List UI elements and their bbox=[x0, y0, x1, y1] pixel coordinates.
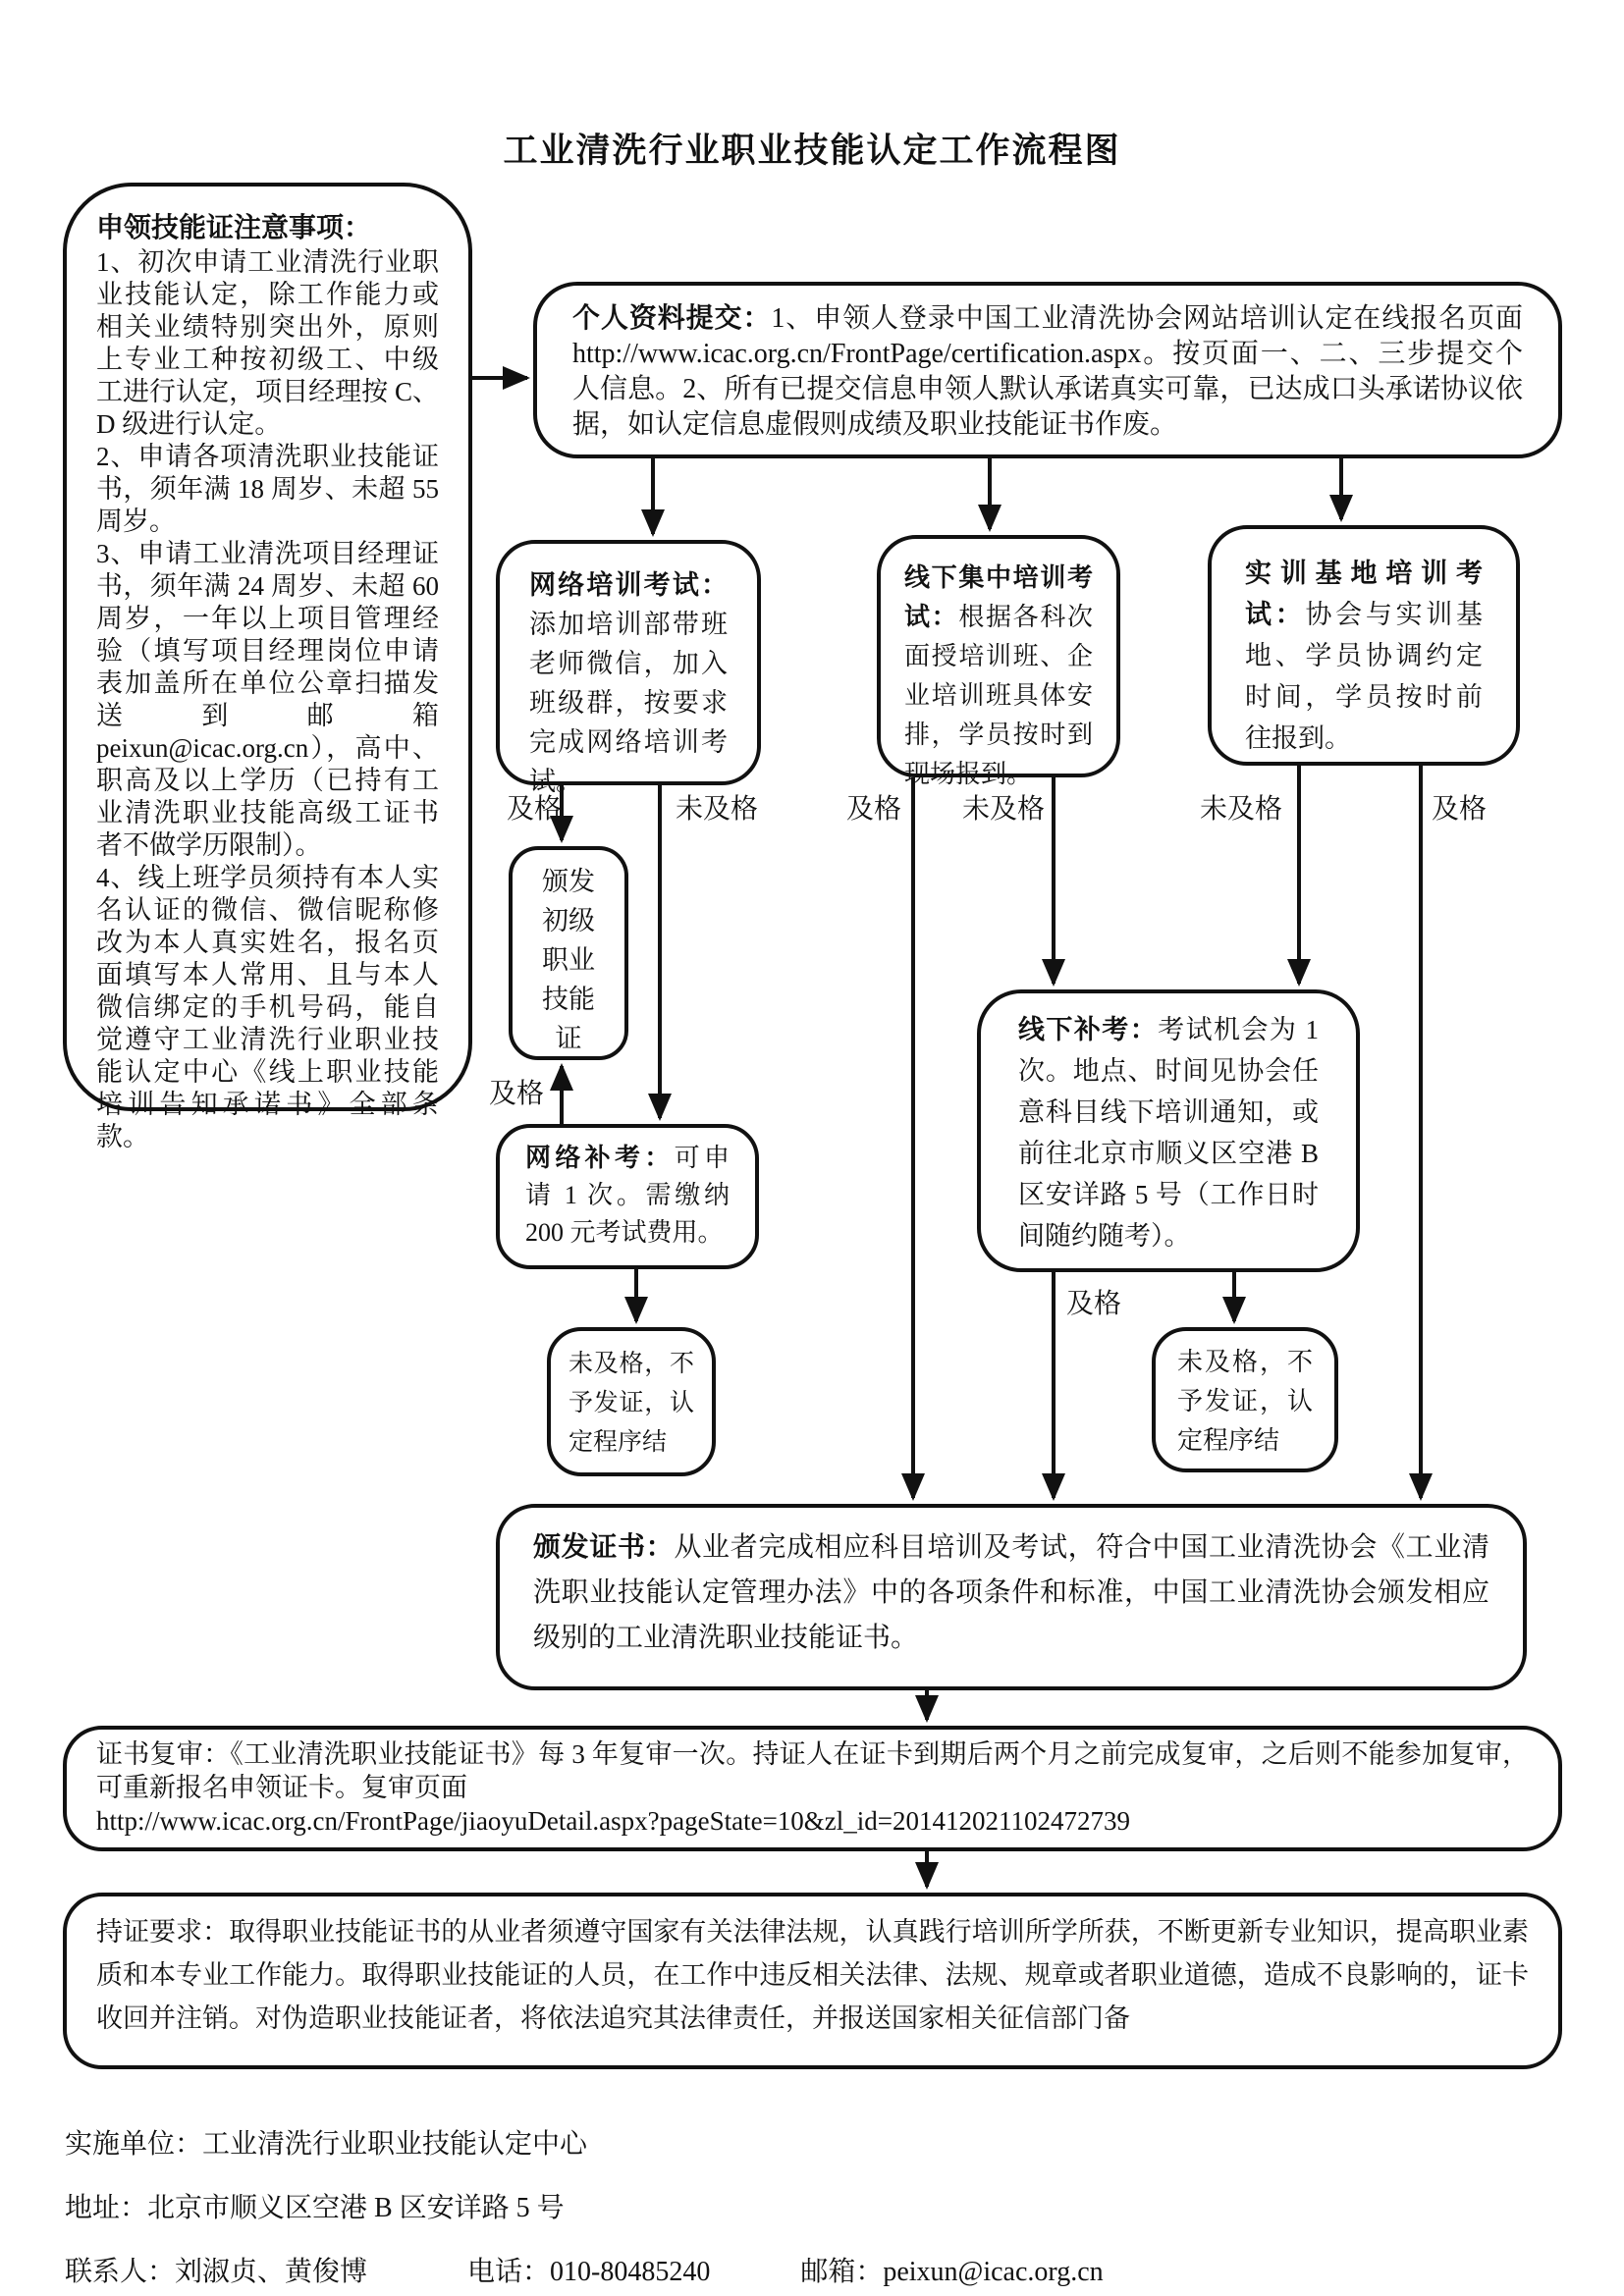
footer bbox=[65, 2112, 1104, 2296]
footer-address: 地址：北京市顺义区空港 B 区安详路 5 号 bbox=[65, 2193, 565, 2223]
review-body: 《工业清洗职业技能证书》每 3 年复审一次。持证人在证卡到期后两个月之前完成复审，之后则不能参加复审，可重新报名申领证卡。复审页面 bbox=[96, 1739, 1529, 1802]
node-fail-no-cert-2 bbox=[1152, 1327, 1338, 1472]
review-url: http://www.icac.org.cn/FrontPage/jiaoyuDetail.aspx?pageState=10&zl_id=201412021102472739 bbox=[96, 1806, 1131, 1836]
node-holder-requirements bbox=[63, 1893, 1562, 2069]
node-offline-makeup-exam bbox=[977, 989, 1360, 1272]
base-exam-body: 协会与实训基地、学员协调约定时间，学员按时前往报到。 bbox=[1245, 600, 1484, 753]
node-training-base-exam bbox=[1208, 525, 1520, 766]
edge-label-fail-base: 未及格 bbox=[1200, 794, 1283, 825]
offline-exam-title: 线下集中培训考试： bbox=[904, 563, 1093, 631]
issue-cert-title: 颁发证书： bbox=[533, 1532, 675, 1563]
junior-cert-line: 证 bbox=[555, 1024, 582, 1053]
junior-cert-line: 职业 bbox=[542, 945, 595, 975]
node-online-training-exam bbox=[496, 540, 761, 796]
page-title: 工业清洗行业职业技能认定工作流程图 bbox=[503, 132, 1121, 170]
node-application-notes bbox=[63, 183, 472, 1151]
junior-cert-line: 技能 bbox=[542, 985, 595, 1014]
footer-contact: 联系人：刘淑贞、黄俊博 bbox=[65, 2257, 368, 2287]
notes-item-4: 4、线上班学员须持有本人实名认证的微信、微信昵称修改为本人真实姓名，报名页面填写本人常用、且与本人微信绑定的手机号码，能自觉遵守工业清洗行业职业技能认定中心《线上职业技能培训告知承诺书》全部条款。 bbox=[96, 863, 439, 1151]
node-certificate-review bbox=[63, 1726, 1562, 1851]
notes-title: 申领技能证注意事项： bbox=[96, 213, 372, 243]
edge-label-pass-online-makeup: 及格 bbox=[489, 1079, 545, 1109]
online-makeup-body: 可申请 1 次。需缴纳 200 元考试费用。 bbox=[525, 1144, 730, 1247]
fail-end-1-body: 未及格，不予发证，认定程序结 bbox=[568, 1351, 694, 1456]
node-personal-info-submit bbox=[533, 282, 1562, 458]
node-online-makeup-exam bbox=[496, 1124, 759, 1269]
online-makeup-title: 网络补考： bbox=[525, 1144, 675, 1172]
node-issue-certificate bbox=[496, 1504, 1527, 1690]
base-exam-title: 实训基地培训考试： bbox=[1245, 559, 1483, 629]
junior-cert-line: 初级 bbox=[542, 906, 595, 935]
issue-cert-body: 从业者完成相应科目培训及考试，符合中国工业清洗协会《工业清洗职业技能认定管理办法》中的各项条件和标准，中国工业清洗协会颁发相应级别的工业清洗职业技能证书。 bbox=[533, 1532, 1489, 1653]
edge-label-pass-offline: 及格 bbox=[846, 794, 902, 825]
online-exam-body: 添加培训部带班老师微信，加入班级群，按要求完成网络培训考试。 bbox=[529, 610, 728, 796]
offline-makeup-title: 线下补考： bbox=[1018, 1015, 1159, 1044]
footer-phone: 电话：010-80485240 bbox=[467, 2257, 711, 2287]
submit-title: 个人资料提交： bbox=[572, 303, 772, 334]
edge-label-fail-online: 未及格 bbox=[676, 794, 759, 825]
footer-implementing-unit: 实施单位：工业清洗行业职业技能认定中心 bbox=[65, 2129, 588, 2160]
submit-body: 1、申领人登录中国工业清洗协会网站培训认定在线报名页面 http://www.icac.org.cn/FrontPage/certification.aspx。按页面一、二、三步提交个人信息。2、所有已提交信息申领人默认承诺真实可靠，已达成口头承诺协议依据，如认定信息虚假则成绩及职业技能证书作废。 bbox=[572, 303, 1523, 440]
offline-makeup-body: 考试机会为 1 次。地点、时间见协会任意科目线下培训通知，或前往北京市顺义区空港 B 区安详路 5 号（工作日时间随约随考）。 bbox=[1018, 1015, 1320, 1251]
edge-label-pass-base: 及格 bbox=[1432, 794, 1488, 825]
edge-label-pass-offline-makeup: 及格 bbox=[1066, 1289, 1122, 1319]
requirements-title: 持证要求： bbox=[96, 1917, 230, 1947]
fail-end-2-body: 未及格，不予发证，认定程序结 bbox=[1177, 1348, 1313, 1455]
edge-label-fail-offline: 未及格 bbox=[962, 794, 1046, 825]
review-title: 证书复审： bbox=[96, 1739, 231, 1769]
notes-item-3: 3、申请工业清洗项目经理证书，须年满 24 周岁、未超 60 周岁，一年以上项目管理经验（填写项目经理岗位申请表加盖所在单位公章扫描发送到邮箱 peixun@icac.org.cn），高中、职高及以上学历（已持有工业清洗职业技能高级工证书者不做学历限制）。 bbox=[96, 539, 439, 860]
online-exam-title: 网络培训考试： bbox=[529, 570, 728, 600]
node-offline-group-training-exam bbox=[877, 535, 1120, 788]
node-issue-junior-cert bbox=[509, 846, 628, 1060]
footer-email: 邮箱：peixun@icac.org.cn bbox=[800, 2257, 1104, 2287]
notes-item-1: 1、初次申请工业清洗行业职业技能认定，除工作能力或相关业绩特别突出外，原则上专业工种按初级工、中级工进行认定，项目经理按 C、D 级进行认定。 bbox=[96, 247, 439, 439]
junior-cert-line: 颁发 bbox=[542, 867, 595, 896]
edge-label-pass-online: 及格 bbox=[507, 794, 563, 825]
node-fail-no-cert-1 bbox=[547, 1327, 716, 1476]
requirements-body: 取得职业技能证书的从业者须遵守国家有关法律法规，认真践行培训所学所获，不断更新专业知识，提高职业素质和本专业工作能力。取得职业技能证的人员，在工作中违反相关法律、法规、规章或者职业道德，造成不良影响的，证卡收回并注销。对伪造职业技能证者，将依法追究其法律责任，并报送国家相关征信部门备 bbox=[96, 1917, 1530, 2033]
offline-exam-body: 根据各科次面授培训班、企业培训班具体安排，学员按时到现场报到。 bbox=[904, 603, 1093, 788]
notes-item-2: 2、申请各项清洗职业技能证书，须年满 18 周岁、未超 55 周岁。 bbox=[96, 442, 439, 536]
